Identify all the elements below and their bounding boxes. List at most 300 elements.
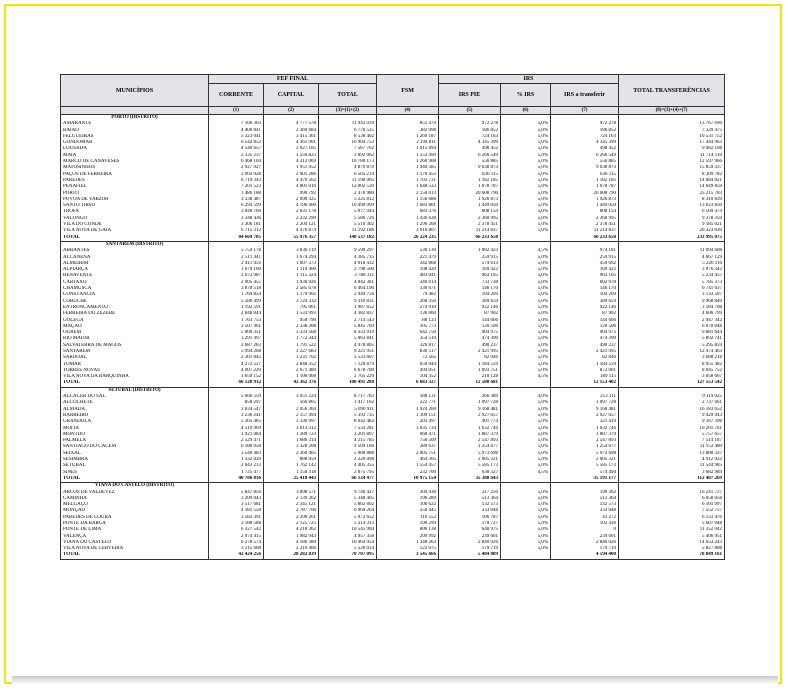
- district-empty-cell: [264, 115, 319, 122]
- value-cell: 16 183 652: [619, 407, 725, 413]
- value-cell: 11 198 905: [319, 178, 377, 184]
- header-ref: (2): [264, 107, 319, 115]
- value-cell: 9 881 644: [619, 330, 725, 336]
- value-cell: 2 927 057: [551, 413, 619, 419]
- value-cell: 120 506: [551, 324, 619, 330]
- value-cell: 636 115: [439, 172, 501, 178]
- value-cell: 4 361 901: [264, 140, 319, 146]
- header-ref-blank: [61, 107, 209, 115]
- value-cell: 43 272: [551, 515, 619, 521]
- value-cell: 4 018 432: [319, 261, 377, 267]
- value-cell: 2 360 995: [551, 216, 619, 222]
- value-cell: 2 150 013: [377, 191, 439, 197]
- value-cell: 340 014: [377, 280, 439, 286]
- district-empty-cell: [501, 115, 551, 122]
- value-cell: 2 547 893: [439, 438, 501, 444]
- value-cell: 10 780 173: [319, 159, 377, 165]
- value-cell: 5 785 373: [619, 280, 725, 286]
- value-cell: 922 146: [439, 305, 501, 311]
- value-cell: 5,0%: [501, 349, 551, 355]
- value-cell: 5,0%: [501, 508, 551, 514]
- value-cell: 5,0%: [501, 407, 551, 413]
- value-cell: 5,0%: [501, 502, 551, 508]
- value-cell: 14 653 243: [619, 540, 725, 546]
- value-cell: 2 643 213: [209, 463, 264, 469]
- value-cell: 6 294 599: [209, 203, 264, 209]
- municipality-name: SETÚBAL: [61, 463, 209, 469]
- value-cell: 15 859 337: [619, 165, 725, 171]
- value-cell: 574 494: [551, 470, 619, 476]
- district-empty-cell: [439, 115, 501, 122]
- municipality-name: TOTAL: [61, 380, 209, 387]
- header-ref: (5): [439, 107, 501, 115]
- value-cell: 12 580 681: [439, 380, 501, 387]
- municipality-name: VILA DO CONDE: [61, 222, 209, 228]
- value-cell: 2 798 500: [319, 267, 377, 273]
- district-name: VIANA DO CASTELO (DISTRITO): [61, 483, 209, 490]
- municipality-name: PAREDES: [61, 178, 209, 184]
- value-cell: 6 719 343: [209, 178, 264, 184]
- value-cell: 1 150 318: [264, 470, 319, 476]
- value-cell: 144 666: [551, 318, 619, 324]
- value-cell: 474 390: [551, 336, 619, 342]
- municipality-name: ALPIARÇA: [61, 267, 209, 273]
- value-cell: 5,0%: [501, 153, 551, 159]
- municipality-name: SANTARÉM: [61, 349, 209, 355]
- value-cell: 5 973 698: [551, 451, 619, 457]
- district-name: SETÚBAL (DISTRITO): [61, 387, 209, 394]
- district-row: [61, 387, 725, 394]
- value-cell: 683 376: [377, 209, 439, 215]
- municipality-name: CARTAXO: [61, 280, 209, 286]
- value-cell: 26 224 235: [377, 235, 439, 242]
- value-cell: 1 097 728: [551, 400, 619, 406]
- value-cell: 648 975: [439, 527, 501, 533]
- value-cell: 5,0%: [501, 490, 551, 496]
- value-cell: 851 479: [377, 121, 439, 127]
- value-cell: 66 233 658: [439, 235, 501, 242]
- value-cell: 638 327: [439, 470, 501, 476]
- value-cell: 3 507 461: [209, 324, 264, 330]
- value-cell: 5,0%: [501, 191, 551, 197]
- value-cell: [501, 476, 551, 483]
- value-cell: 6 133 476: [619, 515, 725, 521]
- value-cell: 132 573: [439, 502, 501, 508]
- value-cell: 12 002 539: [319, 184, 377, 190]
- value-cell: 11 153 480: [619, 444, 725, 450]
- value-cell: 11 214 837: [551, 228, 619, 234]
- value-cell: 5 666 559: [209, 394, 264, 400]
- district-empty-cell: [439, 241, 501, 248]
- value-cell: 106 787: [439, 515, 501, 521]
- value-cell: 4,5%: [501, 248, 551, 254]
- value-cell: 4 181 558: [209, 508, 264, 514]
- value-cell: 5,0%: [501, 457, 551, 463]
- value-cell: 2 139 362: [264, 496, 319, 502]
- district-empty-cell: [551, 241, 619, 248]
- value-cell: 5,0%: [501, 413, 551, 419]
- value-cell: 382 098: [377, 128, 439, 134]
- value-cell: 5,0%: [501, 515, 551, 521]
- district-row: [61, 241, 725, 248]
- value-cell: 963 105: [439, 273, 501, 279]
- value-cell: 10 201 761: [619, 426, 725, 432]
- value-cell: 5,0%: [501, 438, 551, 444]
- value-cell: 873 001: [551, 368, 619, 374]
- value-cell: 9 168 481: [439, 407, 501, 413]
- value-cell: 5 586 499: [209, 299, 264, 305]
- value-cell: 1 936 926: [264, 280, 319, 286]
- value-cell: 5 063 841: [319, 336, 377, 342]
- value-cell: 5 090 911: [319, 407, 377, 413]
- value-cell: 66 124 477: [319, 476, 377, 483]
- header-corrente: CORRENTE: [209, 84, 264, 107]
- value-cell: 5,0%: [501, 355, 551, 361]
- value-cell: 190 299: [377, 521, 439, 527]
- municipality-name: ALMADA: [61, 407, 209, 413]
- value-cell: 5 077 944: [319, 209, 377, 215]
- value-cell: 2 927 927: [209, 165, 264, 171]
- value-cell: 3 540 483: [209, 451, 264, 457]
- municipality-name: PORTO: [61, 191, 209, 197]
- value-cell: 12 474 463: [619, 349, 725, 355]
- value-cell: 88 133: [377, 318, 439, 324]
- district-name: SANTARÉM (DISTRITO): [61, 241, 209, 248]
- value-cell: 5,0%: [501, 432, 551, 438]
- value-cell: 4 879 879: [319, 165, 377, 171]
- value-cell: 2 378 451: [439, 222, 501, 228]
- district-empty-cell: [377, 483, 439, 490]
- value-cell: 5,0%: [501, 292, 551, 298]
- value-cell: 574 613: [439, 261, 501, 267]
- value-cell: 2 947 342: [619, 318, 725, 324]
- value-cell: 3 533 607: [319, 355, 377, 361]
- transfers-table: [60, 74, 725, 560]
- value-cell: 9 429 943: [619, 413, 725, 419]
- value-cell: 6 464 196: [319, 286, 377, 292]
- value-cell: 5,0%: [501, 159, 551, 165]
- value-cell: 6 770 525: [319, 128, 377, 134]
- value-cell: 3 306 181: [209, 222, 264, 228]
- value-cell: 7 120 879: [319, 362, 377, 368]
- value-cell: 3 903 928: [209, 172, 264, 178]
- value-cell: 66 233 658: [551, 235, 619, 242]
- value-cell: 6 278 574: [209, 540, 264, 546]
- municipality-name: SESIMBRA: [61, 457, 209, 463]
- value-cell: 1 769 854: [209, 292, 264, 298]
- value-cell: 188 131: [377, 394, 439, 400]
- value-cell: 6 058 058: [619, 496, 725, 502]
- value-cell: 5 580 726: [319, 216, 377, 222]
- value-cell: 1 659 152: [209, 374, 264, 380]
- value-cell: 2 210 406: [264, 546, 319, 552]
- value-cell: 1 082 423: [439, 248, 501, 254]
- value-cell: 1 184 559: [551, 362, 619, 368]
- municipality-name: PAREDES DE COURA: [61, 515, 209, 521]
- value-cell: 1 192 591: [209, 305, 264, 311]
- value-cell: 2 848 352: [264, 362, 319, 368]
- value-cell: 2 974 415: [209, 534, 264, 540]
- district-empty-cell: [619, 387, 725, 394]
- municipality-name: ALCÁCER DO SAL: [61, 394, 209, 400]
- value-cell: 1 607 373: [264, 261, 319, 267]
- value-cell: 9 221 951: [319, 349, 377, 355]
- value-cell: 4 007 220: [209, 368, 264, 374]
- value-cell: 2 585 678: [264, 286, 319, 292]
- value-cell: 3 133 507: [619, 292, 725, 298]
- value-cell: 9 119 025: [619, 394, 725, 400]
- value-cell: 190 362: [551, 490, 619, 496]
- value-cell: 4 312 069: [264, 159, 319, 165]
- municipality-name: FERREIRA DO ZÊZERE: [61, 311, 209, 317]
- value-cell: 28 282 839: [264, 552, 319, 559]
- value-cell: 1 417 162: [319, 400, 377, 406]
- value-cell: 3 892 062: [319, 153, 377, 159]
- value-cell: 530 130: [377, 248, 439, 254]
- value-cell: 7 339 475: [619, 128, 725, 134]
- value-cell: 650 044: [377, 362, 439, 368]
- header-total: TOTAL: [319, 84, 377, 107]
- value-cell: 3 788 311: [319, 273, 377, 279]
- value-cell: 2 687 283: [209, 343, 264, 349]
- value-cell: 333 048: [551, 508, 619, 514]
- value-cell: 2 672 987: [209, 273, 264, 279]
- value-cell: 186 852: [439, 128, 501, 134]
- value-cell: 259 915: [439, 255, 501, 261]
- value-cell: 250 445: [377, 508, 439, 514]
- value-cell: 7 552 757: [619, 508, 725, 514]
- value-cell: 8 310 839: [619, 197, 725, 203]
- value-cell: 4 382 837: [319, 311, 377, 317]
- value-cell: 5,0%: [501, 178, 551, 184]
- value-cell: 7 567 762: [319, 146, 377, 152]
- value-cell: 2 360 995: [439, 216, 501, 222]
- district-empty-cell: [209, 483, 264, 490]
- header-municipios: MUNICÍPIOS: [61, 75, 209, 107]
- value-cell: 104 352: [377, 374, 439, 380]
- value-cell: 120 506: [439, 324, 501, 330]
- value-cell: 2 476 980: [319, 191, 377, 197]
- value-cell: 2 194 811: [377, 140, 439, 146]
- municipality-name: PONTE DA BARCA: [61, 521, 209, 527]
- value-cell: 7 201 523: [209, 184, 264, 190]
- value-cell: 5,0%: [501, 400, 551, 406]
- value-cell: 5 845 769: [319, 324, 377, 330]
- header-total-transferencias: TOTAL TRANSFERÊNCIAS: [619, 75, 725, 107]
- value-cell: 5 348 405: [319, 496, 377, 502]
- value-cell: 3 916 807: [377, 228, 439, 234]
- value-cell: 724 163: [551, 134, 619, 140]
- header-fsm: FSM: [377, 75, 439, 107]
- value-cell: 1 436 638: [377, 216, 439, 222]
- value-cell: 2 875 795: [319, 470, 377, 476]
- municipality-name: MAIA: [61, 153, 209, 159]
- value-cell: 5,0%: [501, 419, 551, 425]
- value-cell: 1 921 084: [209, 432, 264, 438]
- value-cell: 3 517 681: [209, 502, 264, 508]
- value-cell: 850 297: [209, 400, 264, 406]
- municipality-name: TORRES NOVAS: [61, 368, 209, 374]
- value-cell: 2 601 286: [264, 172, 319, 178]
- value-cell: 5 234 457: [619, 273, 725, 279]
- value-cell: 9 746 427: [319, 490, 377, 496]
- value-cell: 1 449 050: [551, 203, 619, 209]
- value-cell: 2 787 706: [264, 508, 319, 514]
- value-cell: 0: [551, 527, 619, 533]
- value-cell: 5,0%: [501, 255, 551, 261]
- municipality-name: BENAVENTE: [61, 273, 209, 279]
- value-cell: 9 509 166: [319, 444, 377, 450]
- value-cell: 389 637: [377, 444, 439, 450]
- value-cell: 4 957 358: [319, 534, 377, 540]
- municipality-name: SALVATERRA DE MAGOS: [61, 343, 209, 349]
- value-cell: 5 585 173: [551, 463, 619, 469]
- value-cell: 169 422: [439, 267, 501, 273]
- value-cell: 1 940 585: [377, 165, 439, 171]
- value-cell: 5,0%: [501, 280, 551, 286]
- district-empty-cell: [377, 387, 439, 394]
- municipality-name: GONDOMAR: [61, 140, 209, 146]
- value-cell: 3 836 119: [264, 248, 319, 254]
- district-empty-cell: [619, 241, 725, 248]
- value-cell: 1 254 677: [439, 444, 501, 450]
- value-cell: 513 364: [551, 496, 619, 502]
- value-cell: 5,0%: [501, 134, 551, 140]
- value-cell: 4 606 799: [619, 311, 725, 317]
- municipality-name: VIANA DO CASTELO: [61, 540, 209, 546]
- value-cell: 2 090 325: [264, 197, 319, 203]
- value-cell: 4 519 969: [209, 426, 264, 432]
- value-cell: 342 868: [377, 261, 439, 267]
- value-cell: 14 649 859: [619, 184, 725, 190]
- value-cell: 108 420: [377, 267, 439, 273]
- value-cell: 13 767 696: [619, 121, 725, 127]
- value-cell: 1 035 734: [377, 426, 439, 432]
- value-cell: 146 170: [551, 286, 619, 292]
- value-cell: 11 192 186: [319, 228, 377, 234]
- value-cell: 1 486 188: [209, 191, 264, 197]
- value-cell: 806 138: [377, 527, 439, 533]
- value-cell: 904 975: [439, 330, 501, 336]
- value-cell: 498 452: [439, 146, 501, 152]
- value-cell: 5 484 089: [439, 552, 501, 559]
- value-cell: 169 422: [551, 267, 619, 273]
- value-cell: 566 865: [264, 400, 319, 406]
- value-cell: [501, 235, 551, 242]
- value-cell: 1 106 068: [264, 374, 319, 380]
- value-cell: 5,0%: [501, 330, 551, 336]
- value-cell: 1 725 477: [209, 470, 264, 476]
- municipality-name: CONSTÂNCIA: [61, 292, 209, 298]
- value-cell: 4 912 022: [619, 457, 725, 463]
- value-cell: 1 182 185: [551, 178, 619, 184]
- value-cell: 11 544 985: [619, 463, 725, 469]
- value-cell: 1 679 100: [209, 267, 264, 273]
- value-cell: 5 295 859: [619, 343, 725, 349]
- value-cell: 136 060: [377, 311, 439, 317]
- value-cell: 1 109 151: [377, 413, 439, 419]
- value-cell: 179 719: [551, 546, 619, 552]
- value-cell: 82 046: [551, 355, 619, 361]
- value-cell: 1 926 873: [551, 197, 619, 203]
- value-cell: 3 184 708: [619, 305, 725, 311]
- value-cell: 1 686 314: [264, 438, 319, 444]
- value-cell: 9 082 108: [619, 146, 725, 152]
- value-cell: 209 992: [377, 534, 439, 540]
- value-cell: 5 862 802: [319, 502, 377, 508]
- municipality-name: ABRANTES: [61, 248, 209, 254]
- value-cell: 79 482: [377, 292, 439, 298]
- municipality-name: CORUCHE: [61, 299, 209, 305]
- value-cell: 733 738: [439, 280, 501, 286]
- value-cell: 3 724 332: [264, 299, 319, 305]
- value-cell: 5,0%: [501, 318, 551, 324]
- value-cell: 104 269: [439, 292, 501, 298]
- value-cell: 9 378 359: [619, 216, 725, 222]
- value-cell: 4,5%: [501, 470, 551, 476]
- header-pct-irs: % IRS: [501, 84, 551, 107]
- value-cell: 146 170: [439, 286, 501, 292]
- value-cell: 3 076 342: [619, 267, 725, 273]
- value-cell: 750 509: [377, 438, 439, 444]
- value-cell: 5,0%: [501, 261, 551, 267]
- value-cell: 2 927 057: [439, 413, 501, 419]
- value-cell: 3 291 497: [209, 336, 264, 342]
- value-cell: 5,0%: [501, 336, 551, 342]
- value-cell: 2 005 321: [551, 457, 619, 463]
- value-cell: 2 737 661: [619, 400, 725, 406]
- value-cell: 259 915: [551, 255, 619, 261]
- value-cell: 2 232 290: [264, 216, 319, 222]
- value-cell: 4 345 399: [551, 140, 619, 146]
- total-row: [61, 552, 725, 559]
- value-cell: 3 348 436: [209, 216, 264, 222]
- value-cell: 8 309 782: [619, 172, 725, 178]
- district-empty-cell: [439, 483, 501, 490]
- municipality-name: MONÇÃO: [61, 508, 209, 514]
- municipality-name: VALENÇA: [61, 534, 209, 540]
- value-cell: 808 154: [551, 209, 619, 215]
- value-cell: 888 059: [264, 457, 319, 463]
- value-cell: 1 078 787: [439, 184, 501, 190]
- value-cell: 42 424 256: [209, 552, 264, 559]
- value-cell: 2 005 751: [377, 451, 439, 457]
- value-cell: 490 237: [439, 343, 501, 349]
- district-empty-cell: [319, 387, 377, 394]
- value-cell: 2 848 844: [209, 311, 264, 317]
- municipality-name: VILA NOVA DE CERVEIRA: [61, 546, 209, 552]
- value-cell: 2 345 121: [264, 502, 319, 508]
- district-empty-cell: [619, 115, 725, 122]
- value-cell: 5 754 178: [209, 248, 264, 254]
- municipality-name: ENTRONCAMENTO: [61, 305, 209, 311]
- value-cell: 5,0%: [501, 426, 551, 432]
- value-cell: 2 529 471: [209, 438, 264, 444]
- municipality-name: ALCANENA: [61, 255, 209, 261]
- value-cell: 5 585 173: [439, 463, 501, 469]
- municipality-name: PÓVOA DE VARZIM: [61, 197, 209, 203]
- value-cell: 11 094 608: [619, 248, 725, 254]
- value-cell: 2 157 494: [264, 413, 319, 419]
- municipality-name: ARCOS DE VALDEVEZ: [61, 490, 209, 496]
- value-cell: 5,0%: [501, 146, 551, 152]
- value-cell: 7 514 187: [619, 438, 725, 444]
- municipality-name: BAIÃO: [61, 128, 209, 134]
- value-cell: 7 166 363: [209, 121, 264, 127]
- municipality-name: RIO MAIOR: [61, 336, 209, 342]
- value-cell: 25 215 783: [619, 191, 725, 197]
- value-cell: 3 034 547: [209, 407, 264, 413]
